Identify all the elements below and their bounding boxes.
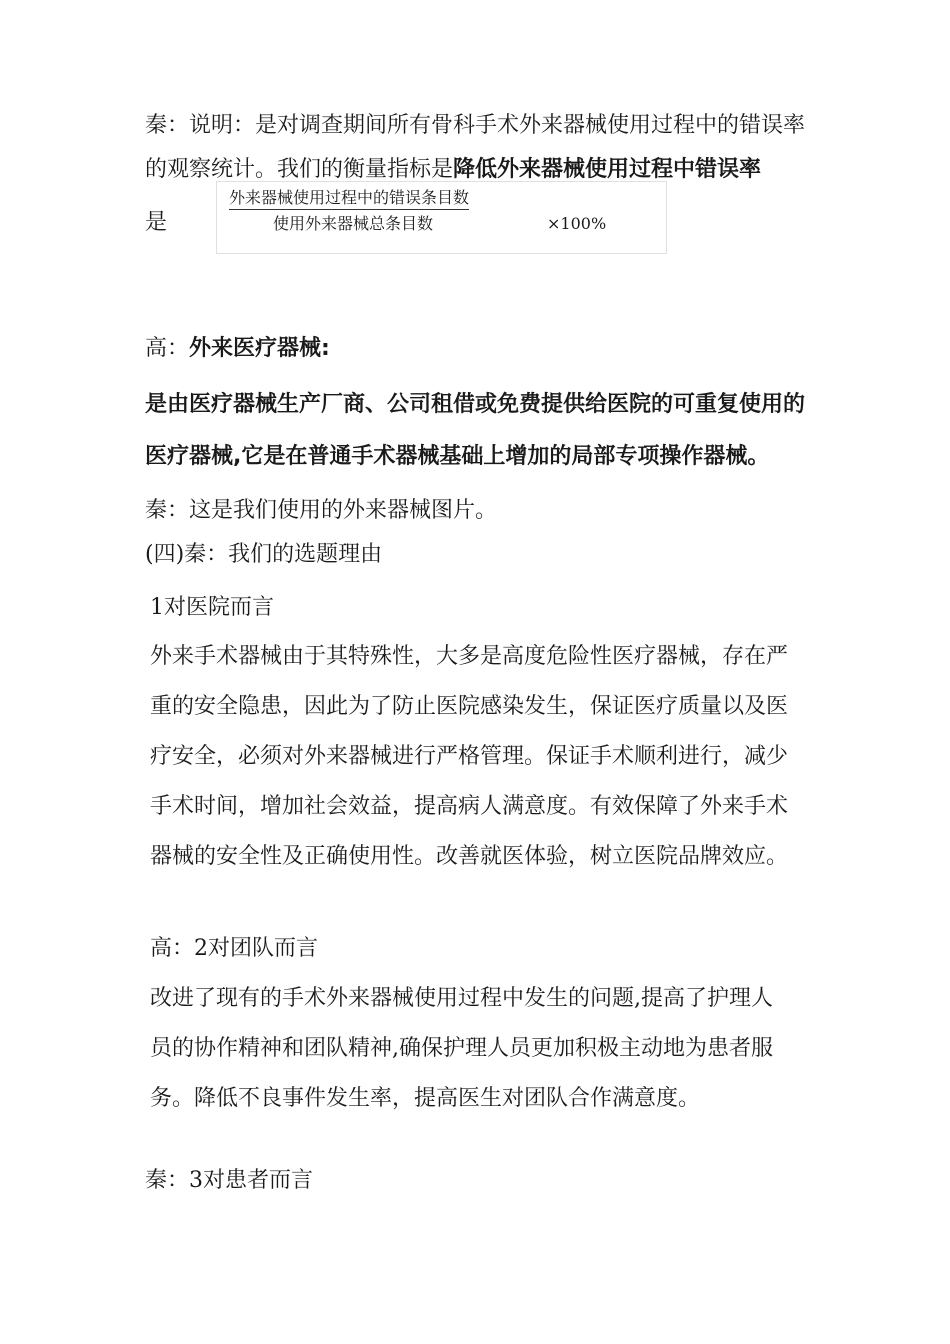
explanation-line-1: 秦：说明：是对调查期间所有骨科手术外来器械使用过程中的错误率 — [145, 113, 806, 138]
team-line: 员的协作精神和团队精神,确保护理人员更加积极主动地为患者服 — [150, 1036, 773, 1061]
definition-line-2: 医疗器械,它是在普通手术器械基础上增加的局部专项操作器械。 — [145, 444, 770, 469]
formula-numerator: 外来器械使用过程中的错误条目数 — [229, 187, 469, 210]
hospital-heading: 1对医院而言 — [150, 595, 274, 620]
hospital-line: 外来手术器械由于其特殊性，大多是高度危险性医疗器械，存在严 — [150, 644, 789, 669]
team-heading: 高：2对团队而言 — [150, 936, 318, 961]
formula-multiplier: ×100% — [547, 214, 607, 233]
formula-lead: 是 — [145, 210, 168, 235]
team-line: 务。降低不良事件发生率，提高医生对团队合作满意度。 — [150, 1086, 701, 1111]
patient-heading: 秦：3对患者而言 — [145, 1168, 313, 1193]
definition-line-1: 是由医疗器械生产厂商、公司租借或免费提供给医院的可重复使用的 — [145, 392, 806, 417]
explanation-line-2-text: 的观察统计。我们的衡量指标是 — [145, 157, 454, 182]
definition-title: 外来医疗器械: — [189, 336, 330, 361]
definition-speaker: 高： — [145, 336, 190, 361]
section-heading: (四)秦：我们的选题理由 — [145, 542, 383, 567]
hospital-line: 器械的安全性及正确使用性。改善就医体验，树立医院品牌效应。 — [150, 844, 789, 869]
definition-heading — [145, 334, 330, 364]
hospital-line: 手术时间，增加社会效益，提高病人满意度。有效保障了外来手术 — [150, 794, 789, 819]
metric-highlight: 降低外来器械使用过程中错误率 — [453, 157, 762, 182]
error-rate-formula — [216, 181, 667, 254]
hospital-line: 重的安全隐患，因此为了防止医院感染发生，保证医疗质量以及医 — [150, 694, 789, 719]
formula-denominator: 使用外来器械总条目数 — [273, 214, 434, 233]
team-line: 改进了现有的手术外来器械使用过程中发生的问题,提高了护理人 — [150, 986, 773, 1011]
picture-note: 秦：这是我们使用的外来器械图片。 — [145, 498, 498, 523]
hospital-line: 疗安全，必须对外来器械进行严格管理。保证手术顺利进行，减少 — [150, 744, 789, 769]
